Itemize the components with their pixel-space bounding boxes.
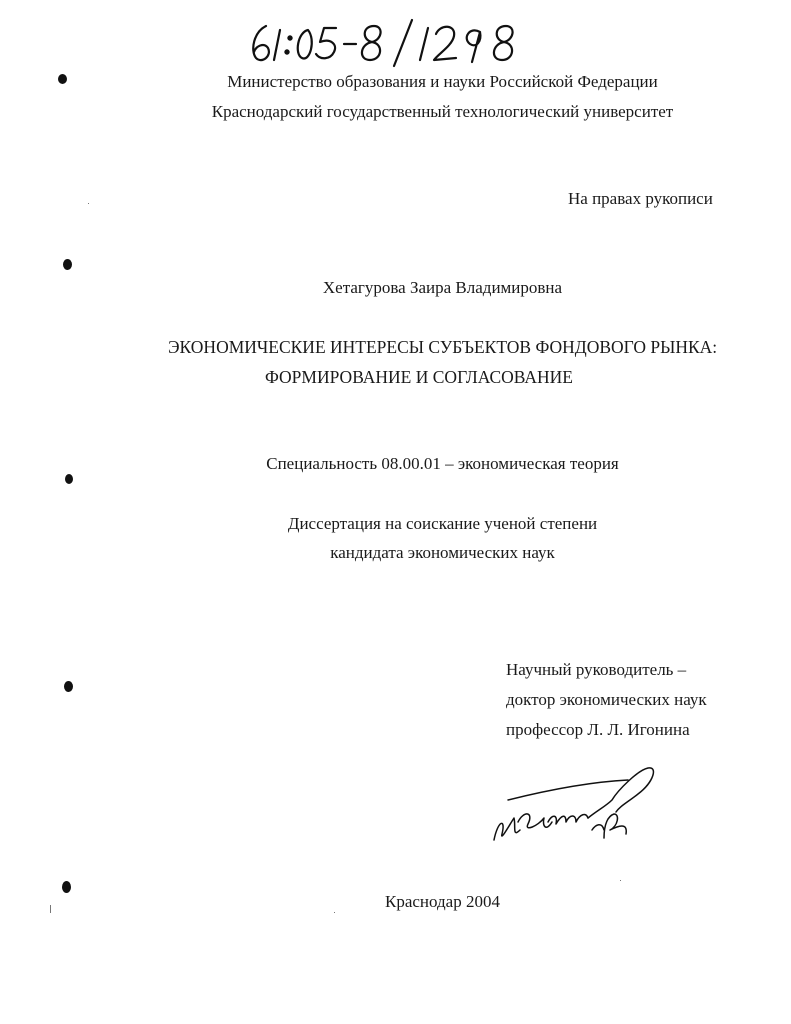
supervisor-role: Научный руководитель – <box>506 660 687 679</box>
scan-speck <box>88 203 89 204</box>
dissertation-title-line-2: ФОРМИРОВАНИЕ И СОГЛАСОВАНИЕ <box>265 367 573 387</box>
supervisor-degree: доктор экономических наук <box>506 690 707 709</box>
archive-code-handwriting <box>244 18 534 68</box>
specialty: Специальность 08.00.01 – экономическая теория <box>266 454 619 473</box>
dissertation-title-line-1: ЭКОНОМИЧЕСКИЕ ИНТЕРЕСЫ СУБЪЕКТОВ ФОНДОВОГО РЫНКА: <box>168 337 718 357</box>
binding-hole <box>62 881 71 893</box>
binding-hole <box>64 681 73 692</box>
supervisor-name: профессор Л. Л. Игонина <box>506 720 690 739</box>
scan-speck <box>334 912 335 913</box>
signature <box>488 760 658 850</box>
author-name: Хетагурова Заира Владимировна <box>322 278 563 297</box>
ministry-name: Министерство образования и науки Российской Федерации <box>227 72 658 91</box>
city-and-year: Краснодар 2004 <box>385 892 500 911</box>
binding-hole <box>58 74 67 84</box>
binding-hole <box>65 474 73 484</box>
rights-note: На правах рукописи <box>568 189 713 208</box>
scan-speck <box>50 905 51 913</box>
scan-speck <box>620 880 621 881</box>
binding-hole <box>63 259 72 270</box>
degree-line-2: кандидата экономических наук <box>330 543 555 562</box>
degree-line-1: Диссертация на соискание ученой степени <box>287 514 598 533</box>
university-name: Краснодарский государственный технологический университет <box>211 102 674 121</box>
